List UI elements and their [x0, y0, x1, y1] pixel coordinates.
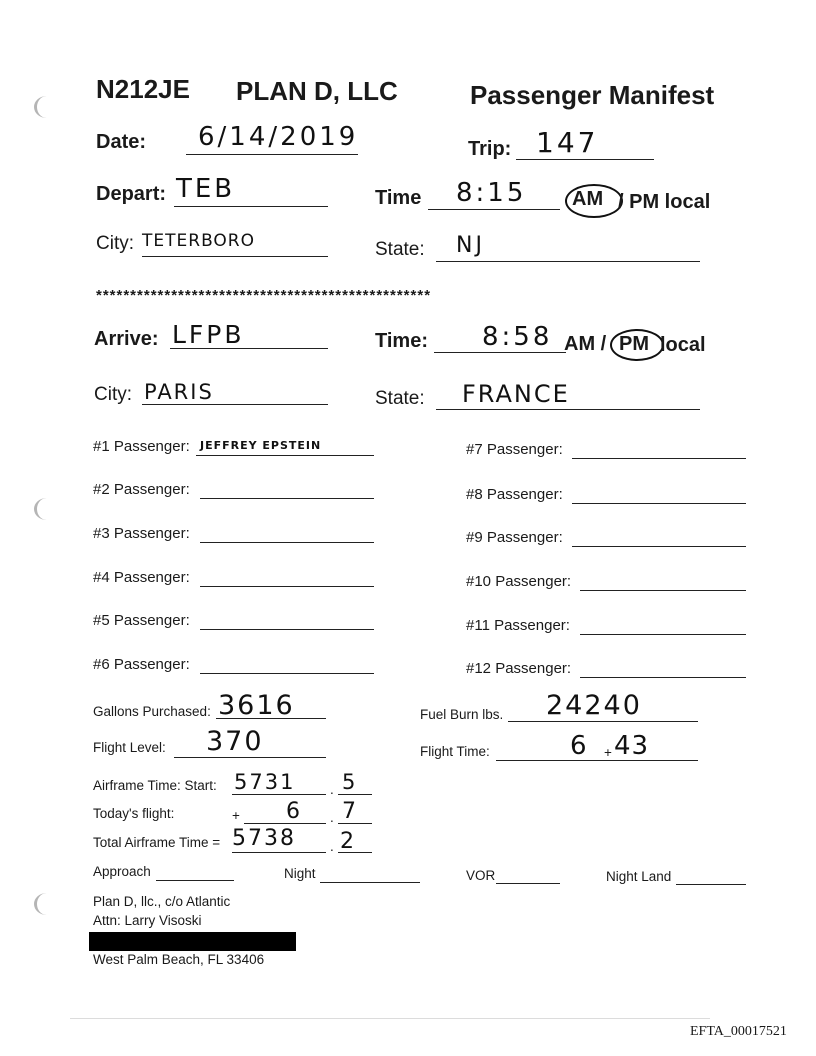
airframe-start-whole: 5731 [234, 770, 296, 794]
fuel-burn-value: 24240 [546, 690, 642, 721]
arrive-value: LFPB [172, 320, 245, 349]
passenger-label: #2 Passenger: [93, 481, 190, 498]
arrive-am: AM / [564, 333, 607, 355]
airframe-start-tenth: 5 [342, 770, 359, 794]
total-airframe-label: Total Airframe Time = [93, 835, 221, 850]
passenger-label: #4 Passenger: [93, 569, 190, 586]
passenger-line [200, 542, 374, 543]
document-id: EFTA_00017521 [690, 1024, 787, 1039]
binder-hole [34, 893, 59, 915]
depart-time-line [428, 209, 560, 210]
depart-city-label: City: [96, 233, 134, 254]
passenger-line [196, 455, 374, 456]
airframe-start-tenth-line [338, 794, 372, 795]
arrive-state-label: State: [375, 388, 425, 409]
arrive-time-label: Time: [375, 330, 428, 352]
flight-time-separator: + [604, 745, 612, 760]
arrive-city-label: City: [94, 384, 132, 405]
passenger-line [200, 629, 374, 630]
vor-line [496, 883, 560, 884]
date-value: 6/14/2019 [198, 122, 359, 152]
todays-flight-plus: + [232, 808, 240, 823]
passenger-label: #6 Passenger: [93, 656, 190, 673]
passenger-label: #7 Passenger: [466, 441, 563, 458]
airframe-start-dot: . [330, 782, 334, 797]
page-title: Passenger Manifest [470, 80, 715, 110]
night-label: Night [284, 866, 316, 881]
trip-line [516, 159, 654, 160]
separator-stars: ************************************************* [96, 287, 432, 304]
binder-hole [34, 498, 59, 520]
passenger-line [580, 677, 746, 678]
scan-edge-line [70, 1018, 710, 1019]
arrive-pm: PM [619, 333, 649, 355]
tail-number: N212JE [96, 74, 190, 104]
passenger-label: #9 Passenger: [466, 529, 563, 546]
passenger-line [580, 590, 746, 591]
night-line [320, 882, 420, 883]
approach-line [156, 880, 234, 881]
depart-state-line [436, 261, 700, 262]
total-airframe-dot: . [330, 839, 334, 854]
address-line-3: West Palm Beach, FL 33406 [93, 952, 265, 967]
address-line-2: Attn: Larry Visoski [93, 913, 202, 928]
depart-city-value: TETERBORO [142, 231, 256, 251]
approach-label: Approach [93, 864, 151, 879]
passenger-line [580, 634, 746, 635]
flight-time-hours: 6 [570, 731, 590, 761]
depart-city-line [142, 256, 328, 257]
arrive-time-value: 8:58 [482, 322, 553, 352]
gallons-value: 3616 [218, 690, 295, 721]
todays-flight-whole: 6 [286, 799, 303, 824]
depart-am: AM [572, 188, 604, 210]
trip-label: Trip: [468, 138, 512, 160]
todays-flight-label: Today's flight: [93, 806, 175, 821]
todays-flight-tenth-line [338, 823, 372, 824]
flight-level-value: 370 [206, 726, 264, 757]
flight-time-label: Flight Time: [420, 744, 490, 759]
night-land-line [676, 884, 746, 885]
passenger-line [200, 498, 374, 499]
flight-level-label: Flight Level: [93, 740, 166, 755]
date-line [186, 154, 358, 155]
arrive-state-line [436, 409, 700, 410]
address-line-1: Plan D, llc., c/o Atlantic [93, 894, 231, 909]
fuel-burn-line [508, 721, 698, 722]
flight-time-line [496, 760, 698, 761]
arrive-label: Arrive: [94, 328, 159, 350]
arrive-state-value: FRANCE [462, 380, 570, 408]
airframe-start-label: Airframe Time: Start: [93, 778, 217, 793]
depart-state-value: NJ [456, 233, 485, 258]
depart-state-label: State: [375, 239, 425, 260]
passenger-label: #12 Passenger: [466, 660, 572, 677]
date-label: Date: [96, 131, 147, 153]
depart-value: TEB [176, 174, 236, 204]
arrive-city-line [142, 404, 328, 405]
redaction-bar [89, 932, 296, 951]
depart-pm-local: / PM local [618, 191, 711, 213]
vor-label: VOR [466, 868, 496, 883]
fuel-burn-label: Fuel Burn lbs. [420, 707, 504, 722]
trip-value: 147 [536, 126, 599, 159]
company-name: PLAN D, LLC [236, 76, 398, 106]
depart-time-label: Time [375, 187, 422, 209]
depart-line [174, 206, 328, 207]
passenger-line [572, 503, 746, 504]
passenger-line [200, 673, 374, 674]
arrive-city-value: PARIS [144, 380, 214, 404]
passenger-label: #1 Passenger: [93, 438, 190, 455]
arrive-time-line [434, 352, 566, 353]
passenger-label: #8 Passenger: [466, 486, 563, 503]
total-airframe-tenth-line [338, 852, 372, 853]
todays-flight-tenth: 7 [342, 799, 359, 824]
passenger-line [200, 586, 374, 587]
flight-time-minutes: 43 [614, 731, 650, 761]
depart-time-value: 8:15 [456, 178, 527, 208]
binder-hole [34, 96, 59, 118]
gallons-line [216, 718, 326, 719]
depart-label: Depart: [96, 183, 167, 205]
passenger-label: #10 Passenger: [466, 573, 572, 590]
airframe-start-line [232, 794, 326, 795]
passenger-label: #5 Passenger: [93, 612, 190, 629]
passenger-line [572, 458, 746, 459]
night-land-label: Night Land [606, 869, 672, 884]
arrive-line [170, 348, 328, 349]
gallons-label: Gallons Purchased: [93, 704, 211, 719]
todays-flight-dot: . [330, 810, 334, 825]
total-airframe-line [232, 852, 326, 853]
total-airframe-whole: 5738 [232, 826, 296, 851]
passenger-value: JEFFREY EPSTEIN [200, 439, 322, 452]
arrive-local: local [660, 334, 706, 356]
passenger-line [572, 546, 746, 547]
total-airframe-tenth: 2 [340, 829, 357, 854]
flight-level-line [174, 757, 326, 758]
todays-flight-line [244, 823, 326, 824]
passenger-label: #3 Passenger: [93, 525, 190, 542]
passenger-label: #11 Passenger: [466, 617, 570, 634]
